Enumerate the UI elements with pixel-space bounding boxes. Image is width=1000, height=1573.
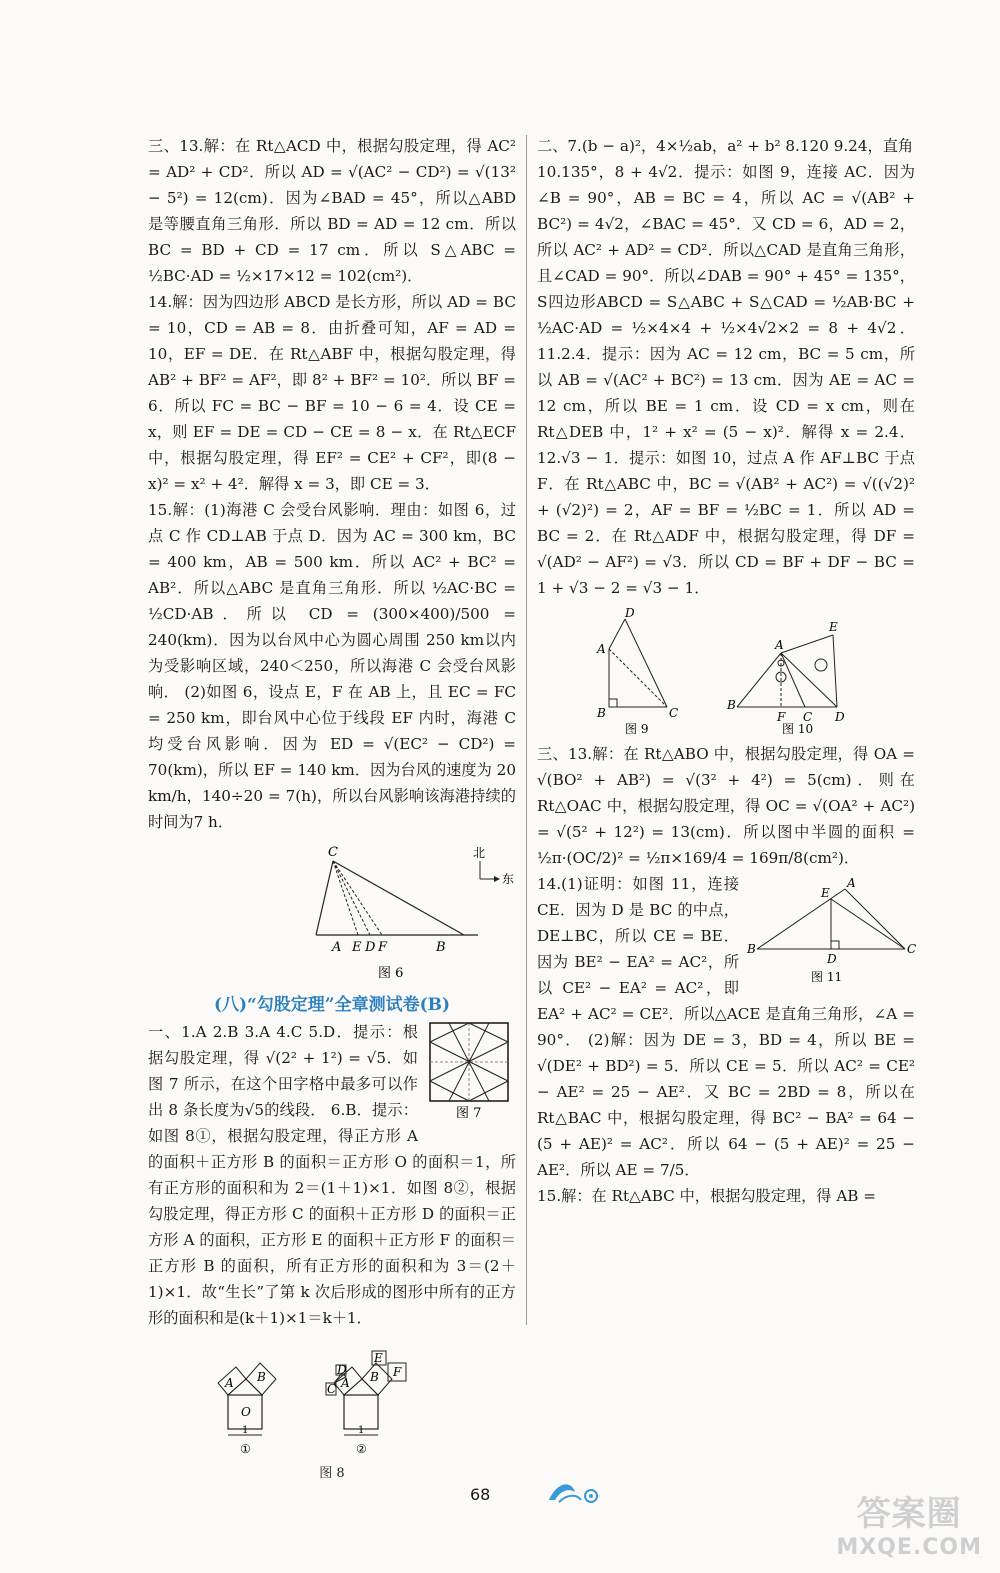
fig8-c2: ② <box>356 1442 367 1456</box>
fig9-B: B <box>597 706 606 720</box>
fig10-E: E <box>829 620 838 634</box>
answer-15: 15.解：(1)海港 C 会受台风影响．理由：如图 6，过点 C 作 CD⊥AB 于点 D．因为 AC = 300 km，BC = 400 km，AB = 500 km．所以 AC² + BC² = AB²．所以△ABC 是直角三角形．所以 ½AC·BC = ½CD·AB．所以 CD = (300×400)/500 = 240(km)．因为以台风中心为圆心周围 250 km以内为受影响区域，240＜250，所以海港 C 会受台风影响． (2)如图 6，设点 E，F 在 AB 上，且 EC = FC = 250 km，即台风中心位于线段 EF 内时，海港 C 均受台风影响．因为 ED = √(EC² − CD²) = 70(km)，所以 EF = 140 km．因为台风的速度为 20 km/h，140÷20 = 7(h)，所以台风影响该海港持续的时间为7 h． <box>148 501 516 831</box>
column-divider <box>526 135 527 1325</box>
fig6-label-D: D <box>365 940 376 955</box>
answer-14-r: 14.(1)证明：如图 11，连接 CE．因为 D 是 BC 的中点，DE⊥BC，所以 CE = BE．因为 BE² − EA² = AC²，所以 CE² − EA² = AC²，即 EA² + AC² = CE²．所以△ACE 是直角三角形，∠A = 90°． (2)解：因为 DE = 3，BD = 4，所以 BE = √(DE² + BD²) = 5．所以 CE = 5．所以 AC² = CE² − AE² = 25 − AE²．又 BC = 2BD = 8，所以在 Rt△BAC 中，根据勾股定理，得 BC² − BA² = 64 − (5 + AE)² = AC²．所以 64 − (5 + AE)² = 25 − AE²．所以 AE = 7/5． <box>537 875 915 1179</box>
fig6-label-A: A <box>332 940 342 955</box>
fig9-C: C <box>669 706 679 720</box>
fig10-caption: 图 10 <box>782 722 814 736</box>
fig6-label-F: F <box>378 940 388 955</box>
watermark <box>836 1494 982 1565</box>
answer-13-r: 三、13.解：在 Rt△ABO 中，根据勾股定理，得 OA = √(BO² + AB²) = √(3² + 4²) = 5(cm)．则在 Rt△OAC 中，根据勾股定理，得 OC = √(OA² + AC²) = √(5² + 12²) = 13(cm)．所以图中半圆的面积 = ½π·(OC/2)² = ½π×169/4 = 169π/8(cm²)． <box>537 745 915 867</box>
fig8-unit-1: 1 <box>242 1425 249 1436</box>
answer-15-r: 15.解：在 Rt△ABC 中，根据勾股定理，得 AB = <box>537 1187 877 1205</box>
fig9-A: A <box>597 642 606 656</box>
fig8-O: O <box>241 1405 251 1419</box>
fig10-B: B <box>727 698 736 712</box>
figures-9-10 <box>537 605 915 737</box>
right-column <box>537 133 915 1209</box>
figure-7 <box>426 1021 516 1121</box>
page-number: 68 <box>470 1485 491 1504</box>
fig8-D: D <box>337 1363 347 1377</box>
fig8-C: C <box>327 1382 337 1396</box>
fig9-D: D <box>625 606 635 620</box>
fig8-E: E <box>374 1351 383 1365</box>
fig8-F: F <box>393 1365 402 1379</box>
left-column <box>148 133 516 1487</box>
fig6-label-E: E <box>352 940 362 955</box>
section-title: (八)“勾股定理”全章测试卷(B) <box>213 995 451 1015</box>
fig8-caption: 图 8 <box>319 1466 345 1481</box>
fig10-F: F <box>777 710 786 724</box>
figure-8 <box>148 1331 516 1461</box>
fig8-B2: B <box>370 1370 379 1384</box>
fig6-caption: 图 6 <box>378 966 404 981</box>
watermark-line1: 答案圈 <box>856 1494 962 1534</box>
fig11-D: D <box>827 952 837 966</box>
fig11-C: C <box>907 942 917 956</box>
answer-fill: 二、7.(b − a)²，4×½ab，a² + b² 8.120 9.24，直角 <box>537 137 914 155</box>
fig6-east: 东 <box>502 872 515 886</box>
fig9-caption: 图 9 <box>625 722 649 736</box>
fig8-A: A <box>225 1376 234 1390</box>
fig11-E: E <box>821 886 830 900</box>
answer-mc: 一、1.A 2.B 3.A 4.C 5.D．提示：根据勾股定理，得 √(2² + 1²) = √5．如图 7 所示，在这个田字格中最多可以作出 8 条长度为√5的线段． 6.B．提示：如图 8①，根据勾股定理，得正方形 A 的面积＋正方形 B 的面积＝正方形 O 的面积＝1，所有正方形的面积和为 2＝(1＋1)×1．如图 8②，根据勾股定理，得正方形 C 的面积＋正方形 D 的面积＝正方形 A 的面积，正方形 E 的面积＋正方形 F 的面积＝正方形 B 的面积，所有正方形的面积和为 3＝(2＋1)×1．故“生长”了第 k 次后形成的图形中所有的正方形的面积和是(k＋1)×1＝k＋1． <box>148 1023 516 1327</box>
figure-11 <box>745 875 915 985</box>
fig11-caption: 图 11 <box>811 970 843 984</box>
fig8-c1: ① <box>240 1442 251 1456</box>
fig8-unit-2: 1 <box>358 1425 365 1436</box>
fig10-C: C <box>803 710 813 724</box>
answer-10-12: 10.135°，8 + 4√2．提示：如图 9，连接 AC．因为∠B = 90°，AB = BC = 4，所以 AC = √(AB² + BC²) = 4√2，∠BAC = 45°．又 CD = 6，AD = 2，所以 AC² + AD² = CD²．所以△CAD 是直角三角形，且∠CAD = 90°．所以∠DAB = 90° + 45° = 135°，S四边形ABCD = S△ABC + S△CAD = ½AB·BC + ½AC·AD = ½×4×4 + ½×4√2×2 = 8 + 4√2． 11.2.4．提示：因为 AC = 12 cm，BC = 5 cm，所以 AB = √(AC² + BC²) = 13 cm．因为 AE = AC = 12 cm，所以 BE = 1 cm．设 CD = x cm，则在 Rt△DEB 中，1² + x² = (5 − x)²．解得 x = 2.4． 12.√3 − 1．提示：如图 10，过点 A 作 AF⊥BC 于点 F．在 Rt△ABC 中，BC = √(AB² + AC²) = √((√2)² + (√2)²) = 2，AF = BF = ½BC = 1．所以 AD = BC = 2．在 Rt△ADF 中，根据勾股定理，得 DF = √(AD² − AF²) = √3．所以 CD = BF + DF − BC = 1 + √3 − 2 = √3 − 1． <box>537 163 915 597</box>
fig11-A: A <box>847 876 856 890</box>
fig11-B: B <box>747 942 756 956</box>
fig8-B: B <box>257 1370 266 1384</box>
fig7-caption: 图 7 <box>456 1106 482 1121</box>
fig10-D: D <box>835 710 845 724</box>
leaf-ornament-icon <box>545 1476 605 1506</box>
fig10-A: A <box>775 638 784 652</box>
figure-6 <box>148 839 516 987</box>
fig6-label-C: C <box>328 845 338 860</box>
fig6-north: 北 <box>473 846 486 860</box>
answer-13: 三、13.解：在 Rt△ACD 中，根据勾股定理，得 AC² = AD² + CD²．所以 AD = √(AC² − CD²) = √(13² − 5²) = 12(cm)．因为∠BAD = 45°，所以△ABD 是等腰直角三角形．所以 BD = AD = 12 cm．所以 BC = BD + CD = 17 cm．所以 S△ABC = ½BC·AD = ½×17×12 = 102(cm²)． <box>148 137 516 285</box>
fig8-A2: A <box>341 1376 350 1390</box>
fig6-label-B: B <box>436 940 446 955</box>
answer-14: 14.解：因为四边形 ABCD 是长方形，所以 AD = BC = 10，CD = AB = 8．由折叠可知，AF = AD = 10，EF = DE．在 Rt△ABF 中，根据勾股定理，得 AB² + BF² = AF²，即 8² + BF² = 10²．所以 BF = 6．所以 FC = BC − BF = 10 − 6 = 4．设 CE = x，则 EF = DE = CD − CE = 8 − x．在 Rt△ECF 中，根据勾股定理，得 EF² = CE² + CF²，即(8 − x)² = x² + 4²．解得 x = 3，即 CE = 3． <box>148 293 516 493</box>
watermark-line2: MXQE.COM <box>836 1535 982 1560</box>
